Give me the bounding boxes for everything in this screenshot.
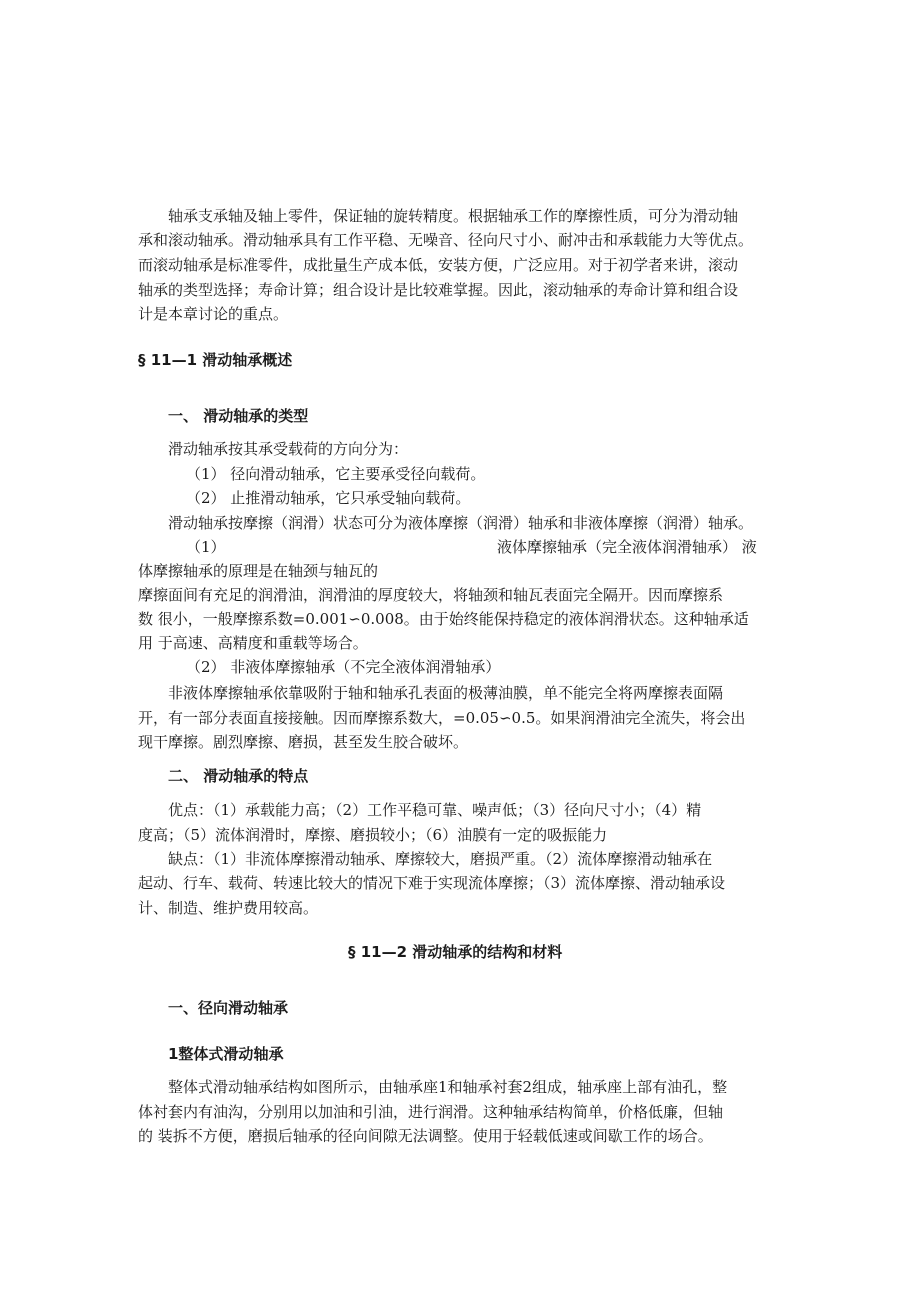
list-item: （2） 非液体摩擦轴承（不完全液体润滑轴承） (186, 658, 501, 676)
body-line: 摩擦面间有充足的润滑油，润滑油的厚度较大，将轴颈和轴瓦表面完全隔开。因而摩擦系 (138, 586, 724, 604)
intro-line: 而滚动轴承是标准零件，成批量生产成本低，安装方便，广泛应用。对于初学者来讲，滚动 (138, 256, 739, 274)
body-line: 的 装拆不方便，磨损后轴承的径向间隙无法调整。使用于轻载低速或间歇工作的场合。 (138, 1127, 713, 1145)
list-item: （2） 止推滑动轴承，它只承受轴向载荷。 (186, 489, 471, 507)
body-line: 优点：（1）承载能力高；（2）工作平稳可靠、噪声低；（3）径向尺寸小；（4）精 (168, 801, 702, 819)
intro-line: 轴承支承轴及轴上零件，保证轴的旋转精度。根据轴承工作的摩擦性质，可分为滑动轴 (168, 207, 739, 225)
body-line: 开，有一部分表面直接接触。因而摩擦系数大，=0.05∽0.5。如果润滑油完全流失，将会出 (138, 709, 746, 727)
body-line: 滑动轴承按摩擦（润滑）状态可分为液体摩擦（润滑）轴承和非液体摩擦（润滑）轴承。 (168, 514, 754, 532)
list-item-number: （1） (186, 538, 226, 556)
body-line: 整体式滑动轴承结构如图所示，由轴承座1和轴承衬套2组成，轴承座上部有油孔，整 (168, 1078, 728, 1096)
body-line: 滑动轴承按其承受载荷的方向分为： (168, 440, 409, 458)
body-line: 缺点：（1）非流体摩擦滑动轴承、摩擦较大，磨损严重。（2）流体摩擦滑动轴承在 (168, 850, 713, 868)
body-line: 度高；（5）流体润滑时，摩擦、磨损较小；（6）油膜有一定的吸振能力 (138, 826, 608, 844)
body-line: 数 很小，一般摩擦系数=0.001∽0.008。由于始终能保持稳定的液体润滑状态。这种轴承适 (138, 610, 749, 628)
list-item-text: 液体摩擦轴承（完全液体润滑轴承） 液 (497, 538, 757, 556)
body-line: 非液体摩擦轴承依靠吸附于轴和轴承孔表面的极薄油膜，单不能完全将两摩擦表面隔 (168, 684, 724, 702)
subsection-heading: 二、 滑动轴承的特点 (168, 767, 309, 785)
body-line: 用 于高速、高精度和重载等场合。 (138, 634, 368, 652)
intro-line: 轴承的类型选择；寿命计算；组合设计是比较难掌握。因此，滚动轴承的寿命计算和组合设 (138, 281, 739, 299)
body-line: 体摩擦轴承的原理是在轴颈与轴瓦的 (138, 562, 379, 580)
subsection-heading: 一、 滑动轴承的类型 (168, 407, 309, 425)
body-line: 计、制造、维护费用较高。 (138, 899, 319, 917)
subsection-heading: 一、径向滑动轴承 (168, 999, 289, 1017)
intro-line: 计是本章讨论的重点。 (138, 305, 289, 323)
body-line: 现干摩擦。剧烈摩擦、磨损，甚至发生胶合破坏。 (138, 733, 469, 751)
section-title: § 11—2 滑动轴承的结构和材料 (348, 943, 563, 961)
body-line: 起动、行车、载荷、转速比较大的情况下难于实现流体摩擦；（3）流体摩擦、滑动轴承设 (138, 874, 726, 892)
list-item: （1） 径向滑动轴承，它主要承受径向载荷。 (186, 465, 486, 483)
intro-line: 承和滚动轴承。滑动轴承具有工作平稳、无噪音、径向尺寸小、耐冲击和承载能力大等优点。 (138, 231, 754, 249)
body-line: 体衬套内有油沟，分别用以加油和引油，进行润滑。这种轴承结构简单，价格低廉，但轴 (138, 1103, 724, 1121)
section-title: § 11—1 滑动轴承概述 (138, 351, 293, 369)
subsubsection-heading: 1整体式滑动轴承 (168, 1045, 284, 1063)
